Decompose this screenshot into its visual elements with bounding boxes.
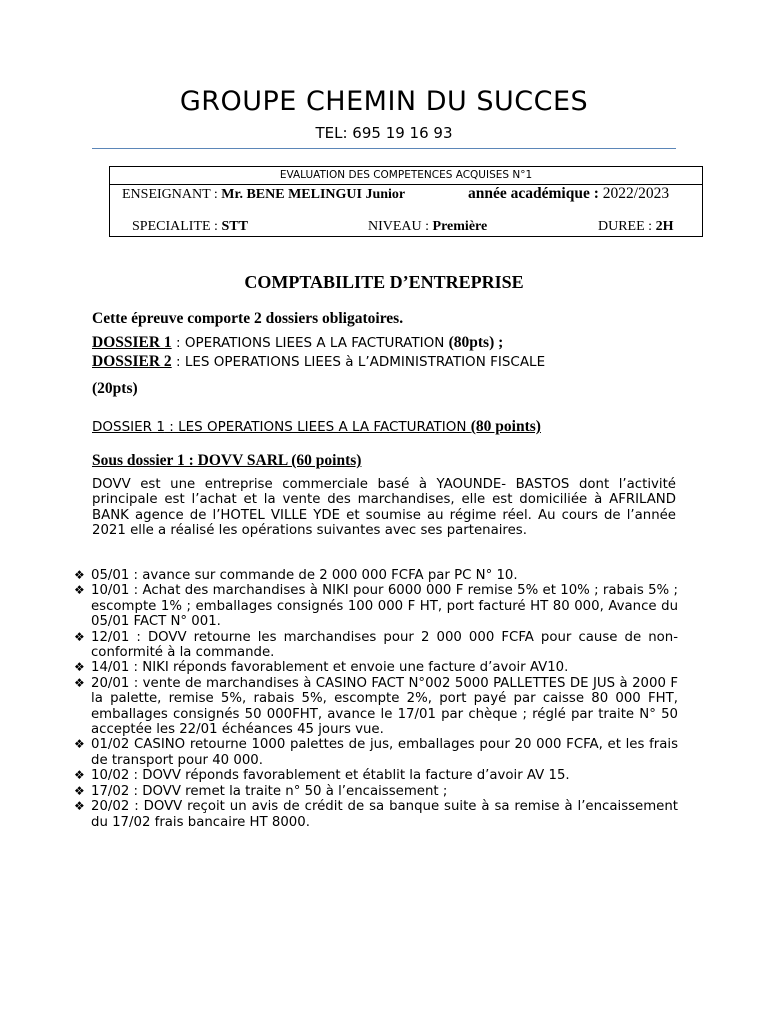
speciality-label: SPECIALITE : — [132, 219, 218, 234]
operation-text: 20/01 : vente de marchandises à CASINO FACT N°002 5000 PALLETTES DE JUS à 2000 F la palette, remise 5%, rabais 5%, escompte 2%, port payé par caisse 80 000 FHT, emballages consignés 50 000FHT, avance le 17/01 par chèque ; réglé par traite N° 50 acceptée les 22/01 échéances 45 jours vue. — [91, 675, 678, 738]
operation-text: 14/01 : NIKI réponds favorablement et envoie une facture d’avoir AV10. — [91, 660, 569, 676]
academic-year-row — [468, 185, 669, 203]
header-divider — [92, 148, 676, 149]
duration-label: DUREE : — [598, 219, 653, 234]
dossier-2-label: DOSSIER 2 — [92, 353, 172, 370]
duration-value: 2H — [655, 219, 674, 234]
diamond-bullet-icon: ❖ — [74, 583, 85, 598]
speciality-value: STT — [221, 219, 248, 234]
operation-text: 01/02 CASINO retourne 1000 palettes de jus, emballages pour 20 000 FCFA, et les frais de transport pour 40 000. — [91, 737, 678, 768]
section-text: : LES OPERATIONS LIEES A LA FACTURATION — [164, 419, 471, 435]
diamond-bullet-icon: ❖ — [74, 799, 85, 814]
level-label: NIVEAU : — [368, 219, 430, 234]
operation-text: 20/02 : DOVV reçoit un avis de crédit de sa banque suite à sa remise à l’encaissement du 17/02 frais bancaire HT 8000. — [91, 799, 678, 830]
school-name: GROUPE CHEMIN DU SUCCES — [179, 86, 589, 117]
dossier-2-line — [92, 353, 545, 371]
dossier-2-text: : LES OPERATIONS LIEES à L’ADMINISTRATION FISCALE — [171, 354, 546, 370]
operation-text: 10/02 : DOVV réponds favorablement et établit la facture d’avoir AV 15. — [91, 768, 570, 784]
section-label: DOSSIER 1 — [92, 419, 165, 435]
list-item — [74, 583, 678, 629]
company-description: DOVV est une entreprise commerciale basé à YAOUNDE- BASTOS dont l’activité principale est l’achat et la vente des marchandises, elle est domiciliée à AFRILAND BANK agence de l’HOTEL VILLE YDE et soumise au régime réel. Au cours de l’année 2021 elle a réalisé les opérations suivantes avec ses partenaires. — [92, 477, 676, 539]
teacher-row — [122, 187, 405, 203]
operation-text: 17/02 : DOVV remet la traite n° 50 à l’encaissement ; — [91, 783, 448, 799]
dossier-1-text: : OPERATIONS LIEES A LA FACTURATION — [171, 335, 449, 351]
list-item — [74, 768, 678, 783]
teacher-label: ENSEIGNANT : — [122, 187, 218, 202]
diamond-bullet-icon: ❖ — [74, 629, 85, 644]
operation-text: 10/01 : Achat des marchandises à NIKI pour 6000 000 F remise 5% et 10% ; rabais 5% ; escompte 1% ; emballages consignés 100 000 F HT, port facturé HT 80 000, Avance du 05/01 FACT N° 001. — [91, 583, 678, 630]
list-item — [74, 737, 678, 768]
section-points: (80 points) — [470, 418, 541, 435]
diamond-bullet-icon: ❖ — [74, 768, 85, 783]
diamond-bullet-icon: ❖ — [74, 675, 85, 690]
academic-year-label: année académique : — [468, 185, 599, 202]
exam-intro: Cette épreuve comporte 2 dossiers obligatoires. — [92, 310, 404, 327]
diamond-bullet-icon: ❖ — [74, 660, 85, 675]
duration-row — [598, 219, 673, 235]
diamond-bullet-icon: ❖ — [74, 783, 85, 798]
dossier-1-label: DOSSIER 1 — [92, 334, 172, 351]
teacher-value: Mr. BENE MELINGUI Junior — [221, 187, 406, 202]
evaluation-title: EVALUATION DES COMPETENCES ACQUISES N°1 — [110, 167, 702, 185]
dossier-1-line — [92, 334, 503, 352]
school-phone: TEL: 695 19 16 93 — [315, 124, 453, 142]
level-row — [368, 219, 487, 235]
list-item — [74, 630, 678, 661]
operation-text: 05/01 : avance sur commande de 2 000 000 FCFA par PC N° 10. — [91, 568, 518, 583]
subsection-heading: Sous dossier 1 : DOVV SARL (60 points) — [92, 452, 362, 469]
list-item — [74, 799, 678, 830]
diamond-bullet-icon: ❖ — [74, 737, 85, 752]
subject-title: COMPTABILITE D’ENTREPRISE — [244, 272, 524, 292]
operation-text: 12/01 : DOVV retourne les marchandises pour 2 000 000 FCFA pour cause de non-conformité à la commande. — [91, 629, 678, 661]
diamond-bullet-icon: ❖ — [74, 568, 85, 582]
speciality-row — [132, 219, 248, 235]
list-item — [74, 784, 678, 799]
level-value: Première — [432, 219, 488, 234]
section-heading — [92, 418, 541, 436]
dossier-2-points: (20pts) — [92, 380, 138, 397]
dossier-1-points: (80pts) ; — [448, 334, 504, 351]
academic-year-value: 2022/2023 — [602, 185, 670, 202]
list-item — [74, 568, 678, 583]
list-item — [74, 676, 678, 738]
operations-list — [74, 568, 678, 830]
list-item — [74, 660, 678, 675]
